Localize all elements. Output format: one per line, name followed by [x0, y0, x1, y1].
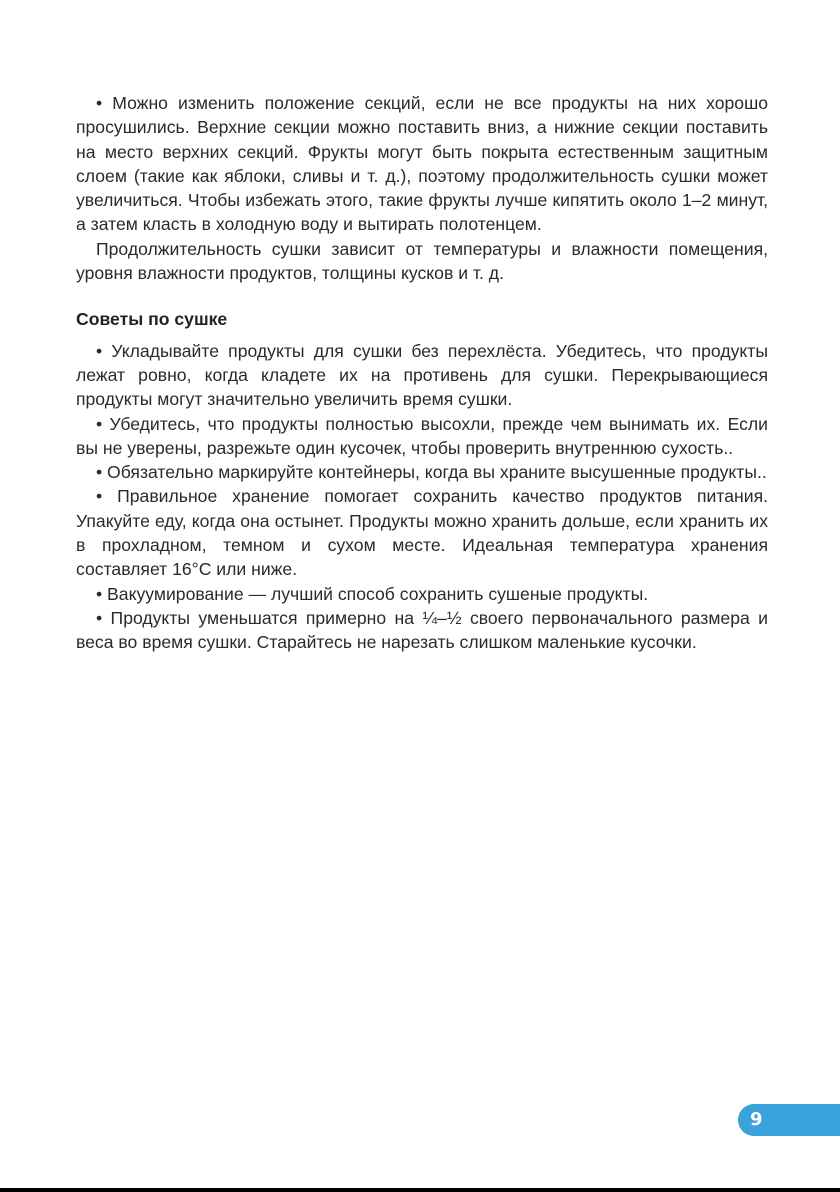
tip-item: • Обязательно маркируйте контейнеры, когда вы храните высушенные продукты.. [96, 462, 767, 483]
tip-item: • Правильное хранение помогает сохранить качество продуктов питания. Упакуйте еду, когда она остынет. Продукты можно хранить дольше, если хранить их в прохладном, темном и сухом месте. Идеальная температура хранения составляет 16°C или ниже. [76, 486, 768, 580]
tip-item: • Убедитесь, что продукты полностью высохли, прежде чем вынимать их. Если вы не уверены, разрежьте один кусочек, чтобы проверить внутреннюю сухость.. [76, 413, 768, 458]
page-content [76, 91, 768, 655]
section-heading: Советы по сушке [76, 309, 228, 330]
tip-item: • Укладывайте продукты для сушки без перехлёста. Убедитесь, что продукты лежат ровно, когда кладете их на противень для сушки. Перекрывающиеся продукты могут значительно увеличить время сушки. [76, 340, 768, 410]
intro-paragraph-sections: • Можно изменить положение секций, если не все продукты на них хорошо просушились. Верхние секции можно поставить вниз, а нижние секции поставить на место верхних секций. Фрукты могут быть покрыта естественным защитным слоем (такие как яблоки, сливы и т. д.), поэтому продолжительность сушки может увеличиться. Чтобы избежать этого, такие фрукты лучше кипятить около 1–2 минут, а затем класть в холодную воду и вытирать полотенцем. [76, 93, 768, 235]
page-number: 9 [750, 1109, 763, 1130]
bottom-divider [0, 1188, 840, 1192]
intro-paragraph-duration: Продолжительность сушки зависит от температуры и влажности помещения, уровня влажности продуктов, толщины кусков и т. д. [76, 238, 768, 284]
page-number-badge [738, 1104, 840, 1136]
tip-item: • Продукты уменьшатся примерно на ¼–½ своего первоначального размера и веса во время сушки. Старайтесь не нарезать слишком маленькие кусочки. [76, 607, 768, 653]
tip-item: • Вакуумирование — лучший способ сохранить сушеные продукты. [96, 583, 649, 604]
